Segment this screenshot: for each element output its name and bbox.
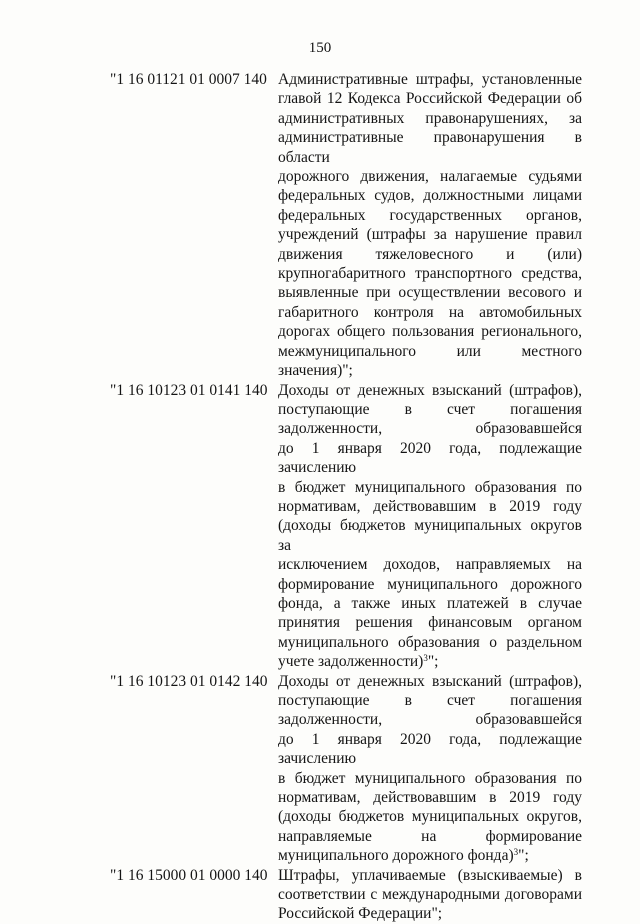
desc-text: муниципального дорожного фонда) [278,847,514,865]
footnote-marker: 3 [423,653,428,664]
entry-description [278,70,582,381]
desc-line: федеральных судов, должностными лицами [278,187,582,205]
page-number: 150 [308,40,332,56]
desc-line: нормативам, действовавшим в 2019 году [278,497,582,515]
desc-line: задолженности, образовавшейся [278,420,582,438]
desc-line: Доходы от денежных взысканий (штрафов), [278,381,582,399]
desc-line: принятия решения финансовым органом [278,614,582,632]
desc-line: федеральных государственных органов, [278,206,582,224]
desc-line-last [278,846,582,865]
desc-line: Российской Федерации"; [278,905,443,923]
desc-line: (доходы бюджетов муниципальных округов, [278,808,582,826]
budget-code-list [0,70,640,924]
desc-line: исключением доходов, направляемых на [278,556,582,574]
desc-line: дорожного движения, налагаемые судьями [278,168,582,186]
desc-line: фонда, а также иных платежей в случае [278,594,582,612]
entry-description [278,381,582,672]
desc-line: движения тяжеловесного и (или) [278,245,582,263]
desc-line: (доходы бюджетов муниципальных округов за [278,517,582,554]
desc-line: нормативам, действовавшим в 2019 году [278,789,582,807]
desc-line: учреждений (штрафы за нарушение правил [278,226,582,244]
desc-line: поступающие в счет погашения [278,692,582,709]
desc-line: габаритного контроля на автомобильных [278,303,582,321]
budget-code: "1 16 10123 01 0142 140 [110,672,268,690]
desc-line: до 1 января 2020 года, подлежащие зачислению [278,730,582,768]
desc-line: соответствии с международными договорами [278,886,582,904]
desc-line: главой 12 Кодекса Российской Федерации об [278,90,582,108]
desc-line: выявленные при осуществлении весового и [278,284,582,302]
desc-line: поступающие в счет погашения [278,400,582,418]
desc-line: крупногабаритного транспортного средства, [278,265,582,283]
entry-3 [0,672,640,866]
quote-close: "; [427,653,439,671]
desc-line: в бюджет муниципального образования по [278,769,582,787]
desc-line: дорогах общего пользования регионального, [278,323,582,341]
desc-text: учете задолженности) [278,653,424,671]
desc-line: административные правонарушения в области [278,129,582,166]
desc-line: Доходы от денежных взысканий (штрафов), [278,672,582,690]
budget-code: "1 16 15000 01 0000 140 [110,866,268,884]
desc-line: задолженности, образовавшейся [278,711,582,729]
entry-description [278,672,582,866]
desc-line: Штрафы, уплачиваемые (взыскиваемые) в [278,866,582,884]
desc-line: административных правонарушениях, за [278,109,582,127]
entry-4 [0,866,640,924]
desc-line: направляемые на формирование [278,827,582,845]
desc-line: Административные штрафы, установленные [278,71,582,88]
desc-line: межмуниципального или местного значения)"; [278,342,582,380]
desc-line: формирование муниципального дорожного [278,575,582,593]
desc-line: муниципального образования о раздельном [278,633,582,651]
desc-line-last [278,652,582,671]
budget-code: "1 16 10123 01 0141 140 [110,381,268,399]
desc-line: в бюджет муниципального образования по [278,478,582,496]
entry-description [278,866,582,924]
quote-close: "; [518,847,529,865]
budget-code: "1 16 01121 01 0007 140 [110,71,267,88]
entry-2 [0,381,640,672]
footnote-marker: 3 [513,847,519,858]
desc-line: до 1 января 2020 года, подлежащие зачислению [278,439,582,477]
entry-1 [0,70,640,381]
